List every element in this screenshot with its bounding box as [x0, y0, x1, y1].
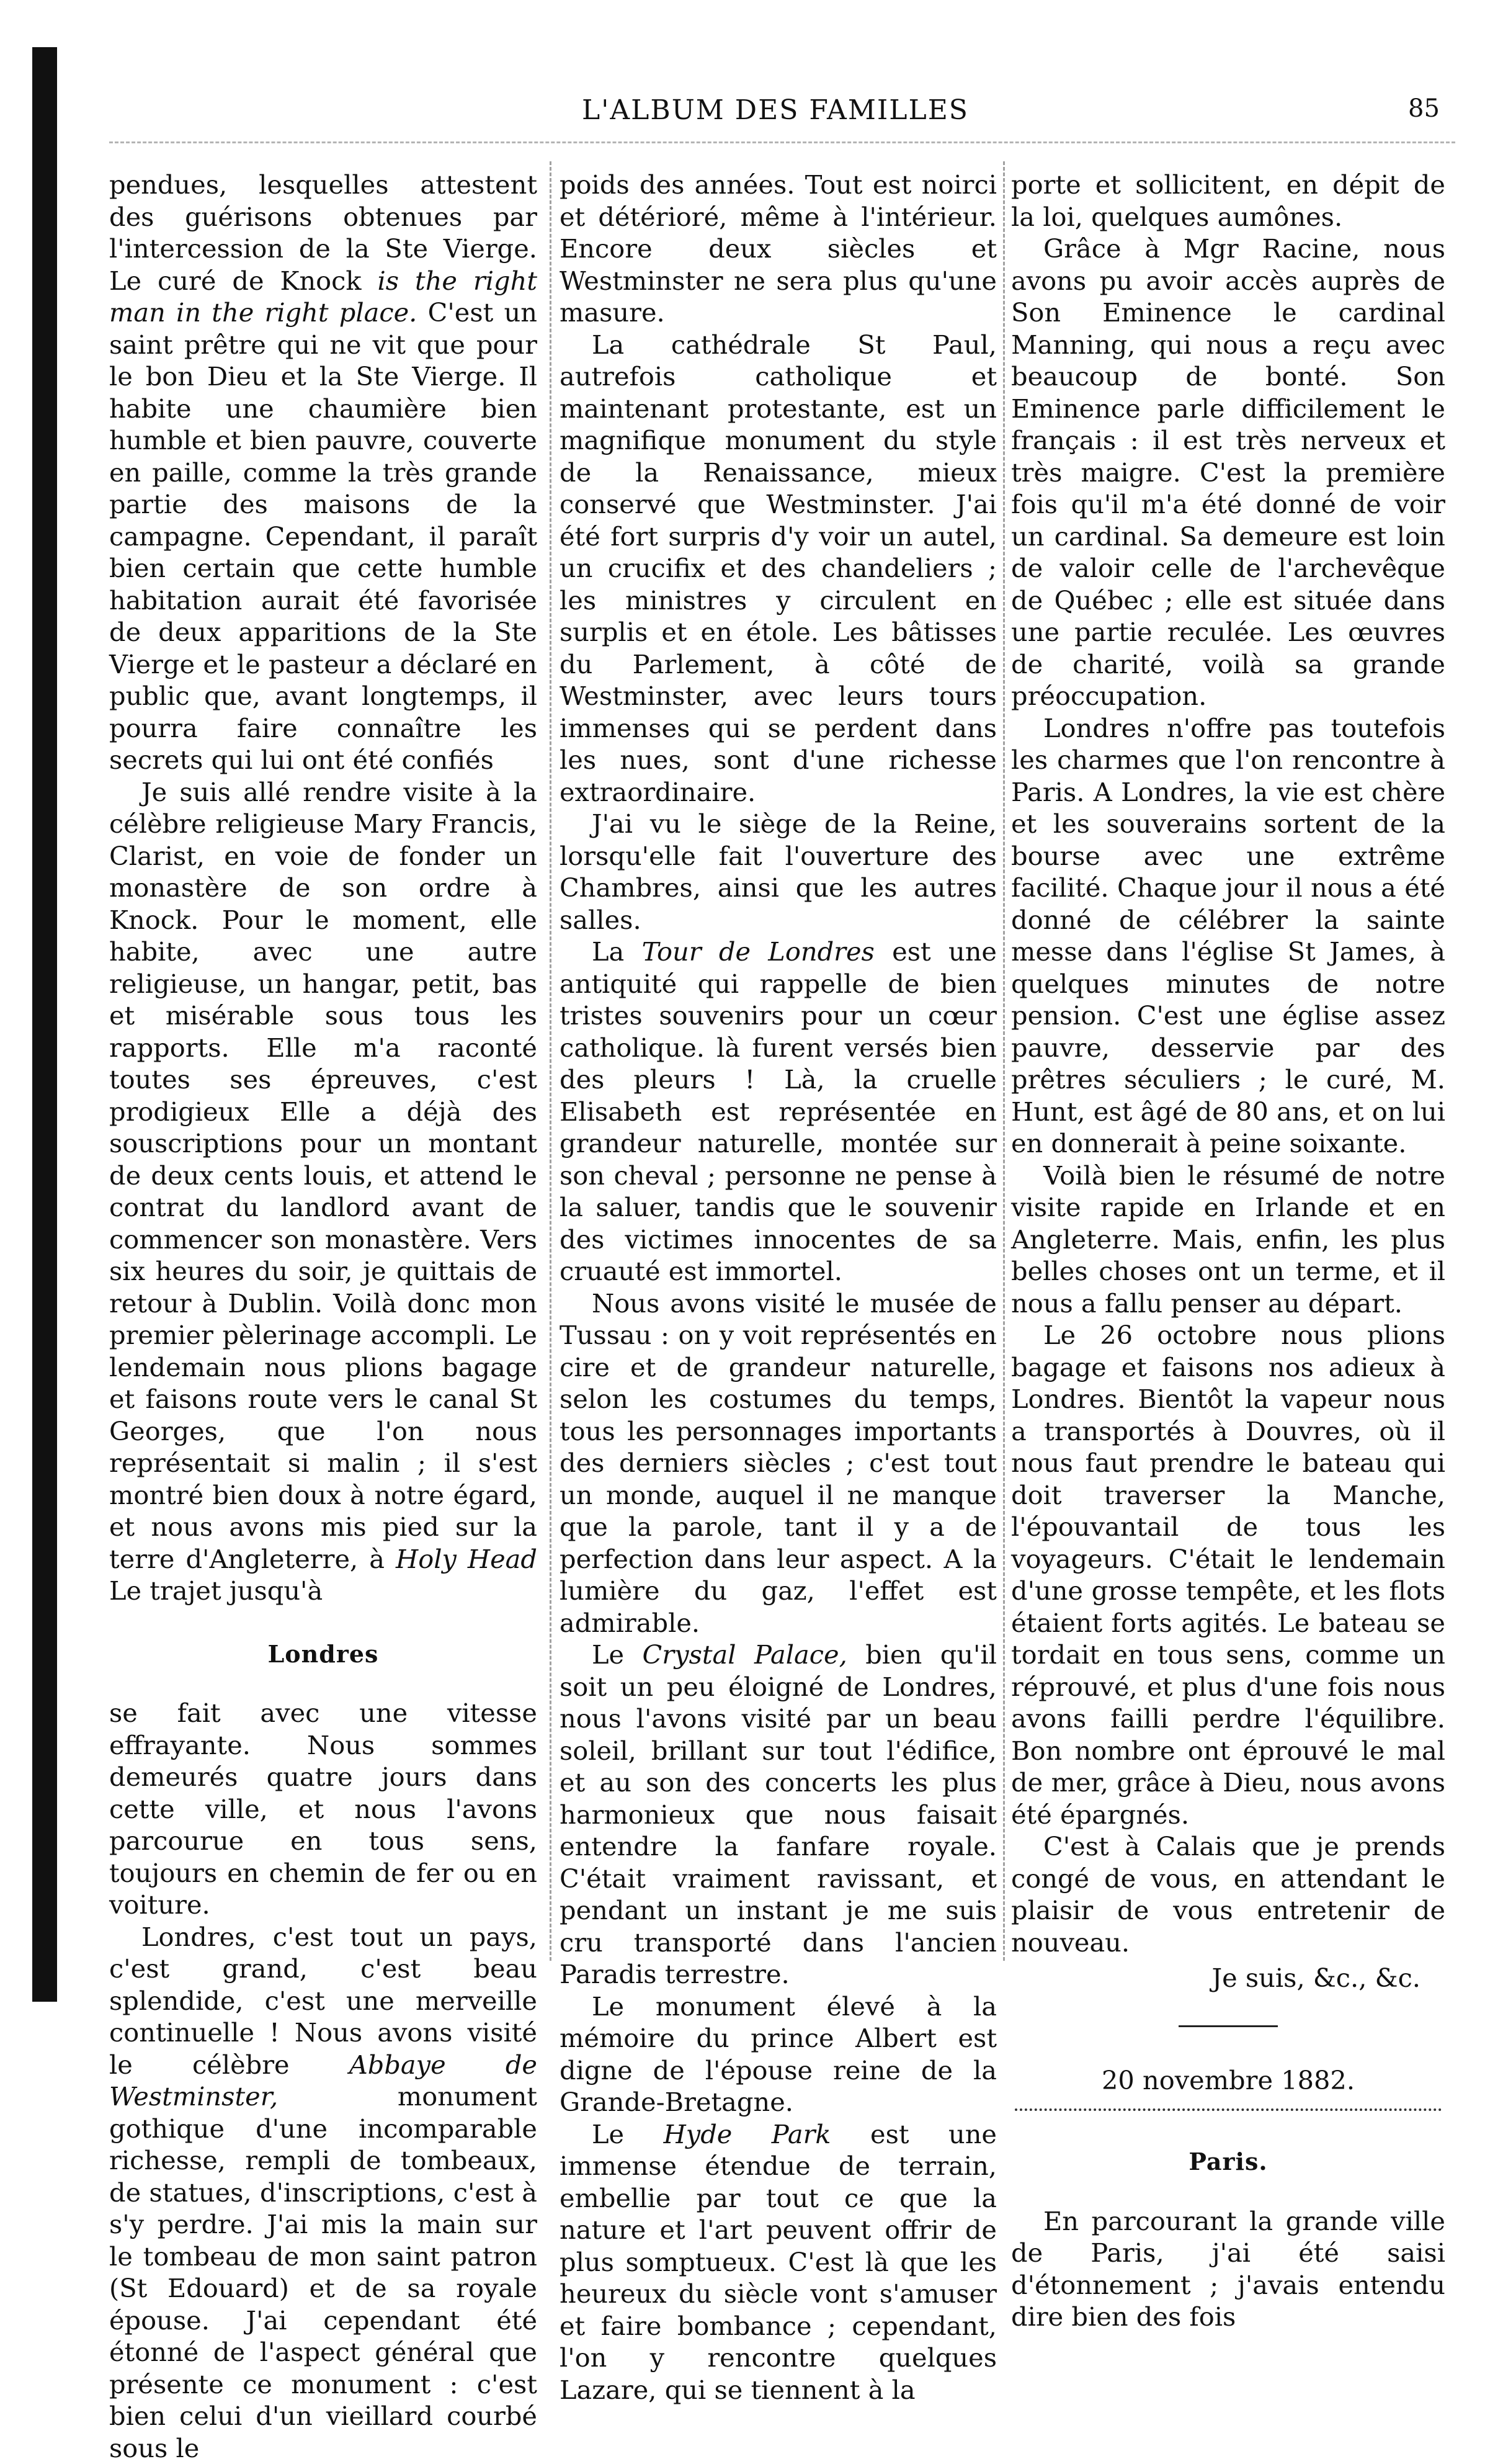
- paragraph: Nous avons visité le musée de Tussau : on y voit représentés en cire et de grandeur naturelle, selon les costumes du temps, tous les personnages importants des derniers siècles ; c'est tout un monde, auquel il ne manque que la parole, tant il y a de perfection dans leur aspect. A la lumière du gaz, l'effet est admirable.: [560, 1288, 997, 1639]
- paragraph: Le Hyde Park est une immense étendue de terrain, embellie par tout ce que la nature et l'art peuvent offrir de plus somptueux. C'est là que les heureux du siècle vont s'amuser et faire bombance ; cependant, l'on y rencontre quelques Lazare, qui se tiennent à la: [560, 2118, 997, 2406]
- paragraph: Le 26 octobre nous plions bagage et faisons nos adieux à Londres. Bientôt la vapeur nous a transportés à Douvres, où il nous faut prendre le bateau qui doit traverser la Manche, l'épouvantail de tous les voyageurs. C'était le lendemain d'une grosse tempête, et les flots étaient forts agités. Le bateau se tordait en tous sens, comme un réprouvé, et plus d'une fois nous avons failli perdre l'équilibre. Bon nombre ont éprouvé le mal de mer, grâce à Dieu, nous avons été épargnés.: [1011, 1319, 1445, 1830]
- separator-rule: [1179, 2025, 1278, 2027]
- emphasis: Tour de Londres: [642, 936, 875, 967]
- paragraph: pendues, lesquelles attestent des guérisons obtenues par l'intercession de la Ste Vierge. Le curé de Knock is the right man in the right place. C'est un saint prêtre qui ne vit que pour le bon Dieu et la Ste Vierge. Il habite une chaumière bien humble et bien pauvre, couverte en paille, comme la très grande partie des maisons de la campagne. Cependant, il paraît bien certain que cette humble habitation aurait été favorisée de deux apparitions de la Ste Vierge et le pasteur a déclaré en public que, avant longtemps, il pourra faire connaître les secrets qui lui ont été confiés: [109, 169, 537, 776]
- running-title: L'ALBUM DES FAMILLES: [558, 94, 992, 126]
- dateline: 20 novembre 1882.: [1011, 2064, 1445, 2097]
- paragraph: Le Crystal Palace, bien qu'il soit un peu éloigné de Londres, nous l'avons visité par un beau soleil, brillant sur tout l'édifice, et au son des concerts les plus harmonieux que nous faisait entendre la fanfare royale. C'était vraiment ravissant, et pendant un instant je me suis cru transporté dans l'ancien Paradis terrestre.: [560, 1639, 997, 1991]
- section-heading-londres: Londres: [109, 1638, 537, 1670]
- paragraph: Voilà bien le résumé de notre visite rapide en Irlande et en Angleterre. Mais, enfin, les plus belles choses ont un terme, et il nous a fallu penser au départ.: [1011, 1160, 1445, 1320]
- paragraph: Grâce à Mgr Racine, nous avons pu avoir accès auprès de Son Eminence le cardinal Manning, qui nous a reçu avec beaucoup de bonté. Son Eminence parle difficilement le français : il est très nerveux et très maigre. C'est la première fois qu'il m'a été donné de voir un cardinal. Sa demeure est loin de valoir celle de l'archevêque de Québec ; elle est située dans une partie reculée. Les œuvres de charité, voilà sa grande préoccupation.: [1011, 233, 1445, 712]
- page-number: 85: [1408, 94, 1440, 123]
- paragraph: C'est à Calais que je prends congé de vous, en attendant le plaisir de vous entretenir de nouveau.: [1011, 1830, 1445, 1958]
- column-divider-1: [550, 161, 551, 1961]
- column-divider-2: [1003, 161, 1005, 1961]
- paragraph: La cathédrale St Paul, autrefois catholique et maintenant protestante, est un magnifique monument du style de la Renaissance, mieux conservé que Westminster. J'ai été fort surpris d'y voir un autel, un crucifix et des chandeliers ; les ministres y circulent en surplis et en étole. Les bâtisses du Parlement, à côté de Westminster, avec leurs tours immenses qui se perdent dans les nues, sont d'une richesse extraordinaire.: [560, 329, 997, 809]
- column-1: [109, 169, 537, 2464]
- paragraph: poids des années. Tout est noirci et détérioré, même à l'intérieur. Encore deux siècles et Westminster ne sera plus qu'une masure.: [560, 169, 997, 329]
- paragraph: se fait avec une vitesse effrayante. Nous sommes demeurés quatre jours dans cette ville, et nous l'avons parcourue en tous sens, toujours en chemin de fer ou en voiture.: [109, 1697, 537, 1921]
- header-rule: [109, 141, 1455, 143]
- column-2: [560, 169, 997, 2406]
- emphasis: Abbaye de Westminster,: [109, 2050, 537, 2112]
- paragraph: Le monument élevé à la mémoire du prince Albert est digne de l'épouse reine de la Grande-Bretagne.: [560, 1991, 997, 2118]
- column-3: [1011, 169, 1445, 2333]
- paragraph: Londres, c'est tout un pays, c'est grand, c'est beau splendide, c'est une merveille continuelle ! Nous avons visité le célèbre Abbaye de Westminster, monument gothique d'une incomparable richesse, rempli de tombeaux, de statues, d'inscriptions, c'est à s'y perdre. J'ai mis la main sur le tombeau de mon saint patron (St Edouard) et de sa royale épouse. J'ai cependant été étonné de l'aspect général que présente ce monument : c'est bien celui d'un vieillard courbé sous le: [109, 1921, 537, 2464]
- dotted-separator: [1015, 2108, 1442, 2111]
- page-edge-bar: [32, 47, 57, 2002]
- emphasis: Holy Head: [396, 1544, 537, 1574]
- paragraph: La Tour de Londres est une antiquité qui rappelle de bien tristes souvenirs pour un cœur catholique. là furent versés bien des pleurs ! Là, la cruelle Elisabeth est représentée en grandeur naturelle, montée sur son cheval ; personne ne pense à la saluer, tandis que le souvenir des victimes innocentes de sa cruauté est immortel.: [560, 936, 997, 1288]
- paragraph: Londres n'offre pas toutefois les charmes que l'on rencontre à Paris. A Londres, la vie est chère et les souverains sortent de la bourse avec une extrême facilité. Chaque jour il nous a été donné de célébrer la sainte messe dans l'église St James, à quelques minutes de notre pension. C'est une église assez pauvre, desservie par des prêtres séculiers ; le curé, M. Hunt, est âgé de 80 ans, et on lui en donnerait à peine soixante.: [1011, 712, 1445, 1160]
- emphasis: is the right man in the right place.: [109, 266, 537, 328]
- paragraph: porte et sollicitent, en dépit de la loi, quelques aumônes.: [1011, 169, 1445, 233]
- paragraph: J'ai vu le siège de la Reine, lorsqu'elle fait l'ouverture des Chambres, ainsi que les autres salles.: [560, 808, 997, 936]
- paragraph: En parcourant la grande ville de Paris, j'ai été saisi d'étonnement ; j'avais entendu dire bien des fois: [1011, 2205, 1445, 2333]
- emphasis: Crystal Palace,: [643, 1639, 847, 1670]
- emphasis: Hyde Park: [664, 2119, 831, 2149]
- signature: Je suis, &c., &c.: [1011, 1962, 1445, 1994]
- section-heading-paris: Paris.: [1011, 2146, 1445, 2178]
- paragraph: Je suis allé rendre visite à la célèbre religieuse Mary Francis, Clarist, en voie de fonder un monastère de son ordre à Knock. Pour le moment, elle habite, avec une autre religieuse, un hangar, petit, bas et misérable sous tous les rapports. Elle m'a raconté toutes ses épreuves, c'est prodigieux Elle a déjà des souscriptions pour un montant de deux cents louis, et attend le contrat du landlord avant de commencer son monastère. Vers six heures du soir, je quittais de retour à Dublin. Voilà donc mon premier pèlerinage accompli. Le lendemain nous plions bagage et faisons route vers le canal St Georges, que l'on nous représentait si malin ; il s'est montré bien doux à notre égard, et nous avons mis pied sur la terre d'Angleterre, à Holy Head Le trajet jusqu'à: [109, 776, 537, 1607]
